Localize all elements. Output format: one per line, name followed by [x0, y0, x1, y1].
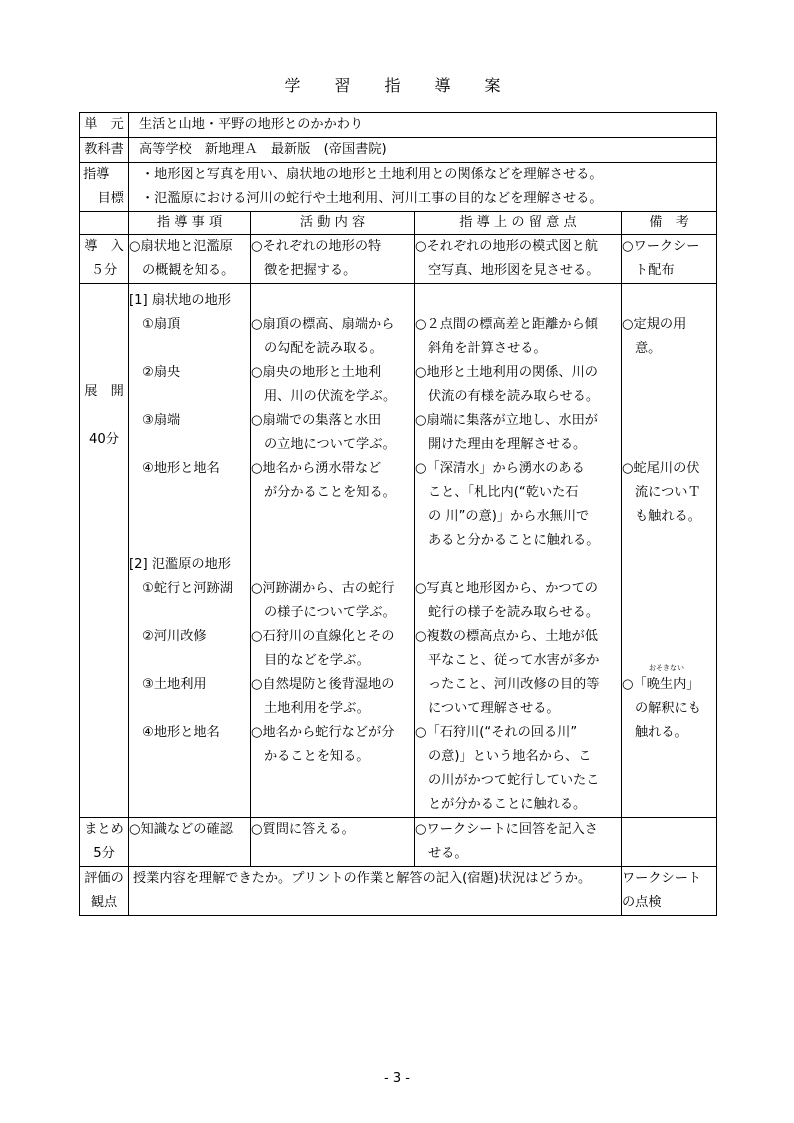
- header-row: [80, 212, 717, 235]
- summary-label: まとめ 5分: [80, 818, 129, 867]
- textbook-label: 教科書: [80, 138, 129, 163]
- goals-label: 指導 目標: [80, 163, 129, 212]
- unit-label: 単 元: [80, 113, 129, 138]
- page-number: - 3 -: [384, 1071, 410, 1086]
- summary-teaching: ○知識などの確認: [129, 818, 251, 867]
- development-teaching: [1] 扇状地の地形 ①扇頂 ②扇央 ③扇端 ④地形と地名 [2] 氾濫原の地形 ①蛇行と河跡湖 ②河川改修 ③土地利用 ④地形と地名: [129, 284, 251, 818]
- lesson-plan-table: [79, 112, 717, 916]
- page-title: 学 習 指 導 案: [284, 76, 510, 95]
- summary-row: [80, 818, 717, 867]
- header-teaching: 指 導 事 項: [129, 212, 251, 235]
- intro-activity: ○それぞれの地形の特 徴を把握する。: [251, 235, 415, 284]
- header-activity: 活 動 内 容: [251, 212, 415, 235]
- unit-row: [80, 113, 717, 138]
- development-label: 展 開 40分: [80, 284, 129, 818]
- intro-teaching: ○扇状地と氾濫原 の概観を知る。: [129, 235, 251, 284]
- header-notes: 指 導 上 の 留 意 点: [415, 212, 622, 235]
- header-blank: [80, 212, 129, 235]
- goal-item: ・氾濫原における河川の蛇行や土地利用、河川工事の目的などを理解させる。: [141, 191, 603, 206]
- evaluation-label: 評価の 観点: [80, 867, 129, 916]
- unit-value: 生活と山地・平野の地形とのかかわり: [129, 113, 717, 138]
- intro-notes: ○それぞれの地形の模式図と航 空写真、地形図を見させる。: [415, 235, 622, 284]
- header-remarks: 備 考: [622, 212, 717, 235]
- ruby-annotation: 晩生内 おそきない: [646, 664, 687, 692]
- textbook-value: 高等学校 新地理Ａ 最新版 (帝国書院): [129, 138, 717, 163]
- development-row: [80, 284, 717, 818]
- development-remarks: ○定規の用 意。 ○蛇尾川の伏 流についＴ も触れる。 ○「晩生内 おそきない 」 の解釈にも 触れる。: [622, 284, 717, 818]
- development-notes: ○２点間の標高差と距離から傾 斜角を計算させる。 ○地形と土地利用の関係、川の 伏流の有様を読み取らせる。 ○扇端に集落が立地し、水田が 開けた理由を理解させる。 ○「深清水」から湧水のある こと、「札比内(“乾いた石 の 川”の意)」から水無川で あると分かることに触れる。 ○写真と地形図から、かつての 蛇行の様子を読み取らせる。 ○複数の標高点から、土地が低 平なこと、従って水害が多か ったこと、河川改修の目的等 について理解させる。 ○「石狩川(“それの回る川” の意)」という地名から、こ の川がかつて蛇行していたこ とが分かることに触れる。: [415, 284, 622, 818]
- goals-content: [129, 163, 717, 212]
- textbook-row: [80, 138, 717, 163]
- summary-notes: ○ワークシートに回答を記入さ せる。: [415, 818, 622, 867]
- goals-row: [80, 163, 717, 212]
- evaluation-content: 授業内容を理解できたか。プリントの作業と解答の記入(宿題)状況はどうか。: [129, 867, 622, 916]
- evaluation-row: [80, 867, 717, 916]
- goal-item: ・地形図と写真を用い、扇状地の地形と土地利用との関係などを理解させる。: [141, 167, 603, 182]
- osokinai-note: ○「晩生内 おそきない 」: [622, 673, 716, 697]
- summary-activity: ○質問に答える。: [251, 818, 415, 867]
- summary-remarks: [622, 818, 717, 867]
- development-activity: ○扇頂の標高、扇端から の勾配を読み取る。 ○扇央の地形と土地利 用、川の伏流を学ぶ。 ○扇端での集落と水田 の立地について学ぶ。 ○地名から湧水帯など が分かることを知る。 ○河跡湖から、古の蛇行 の様子について学ぶ。 ○石狩川の直線化とその 目的などを学ぶ。 ○自然堤防と後背湿地の 土地利用を学ぶ。 ○地名から蛇行などが分 かることを知る。: [251, 284, 415, 818]
- intro-remarks: ○ワークシー ト配布: [622, 235, 717, 284]
- evaluation-remarks: ワークシート の点検: [622, 867, 717, 916]
- intro-row: [80, 235, 717, 284]
- intro-label: 導 入 ５分: [80, 235, 129, 284]
